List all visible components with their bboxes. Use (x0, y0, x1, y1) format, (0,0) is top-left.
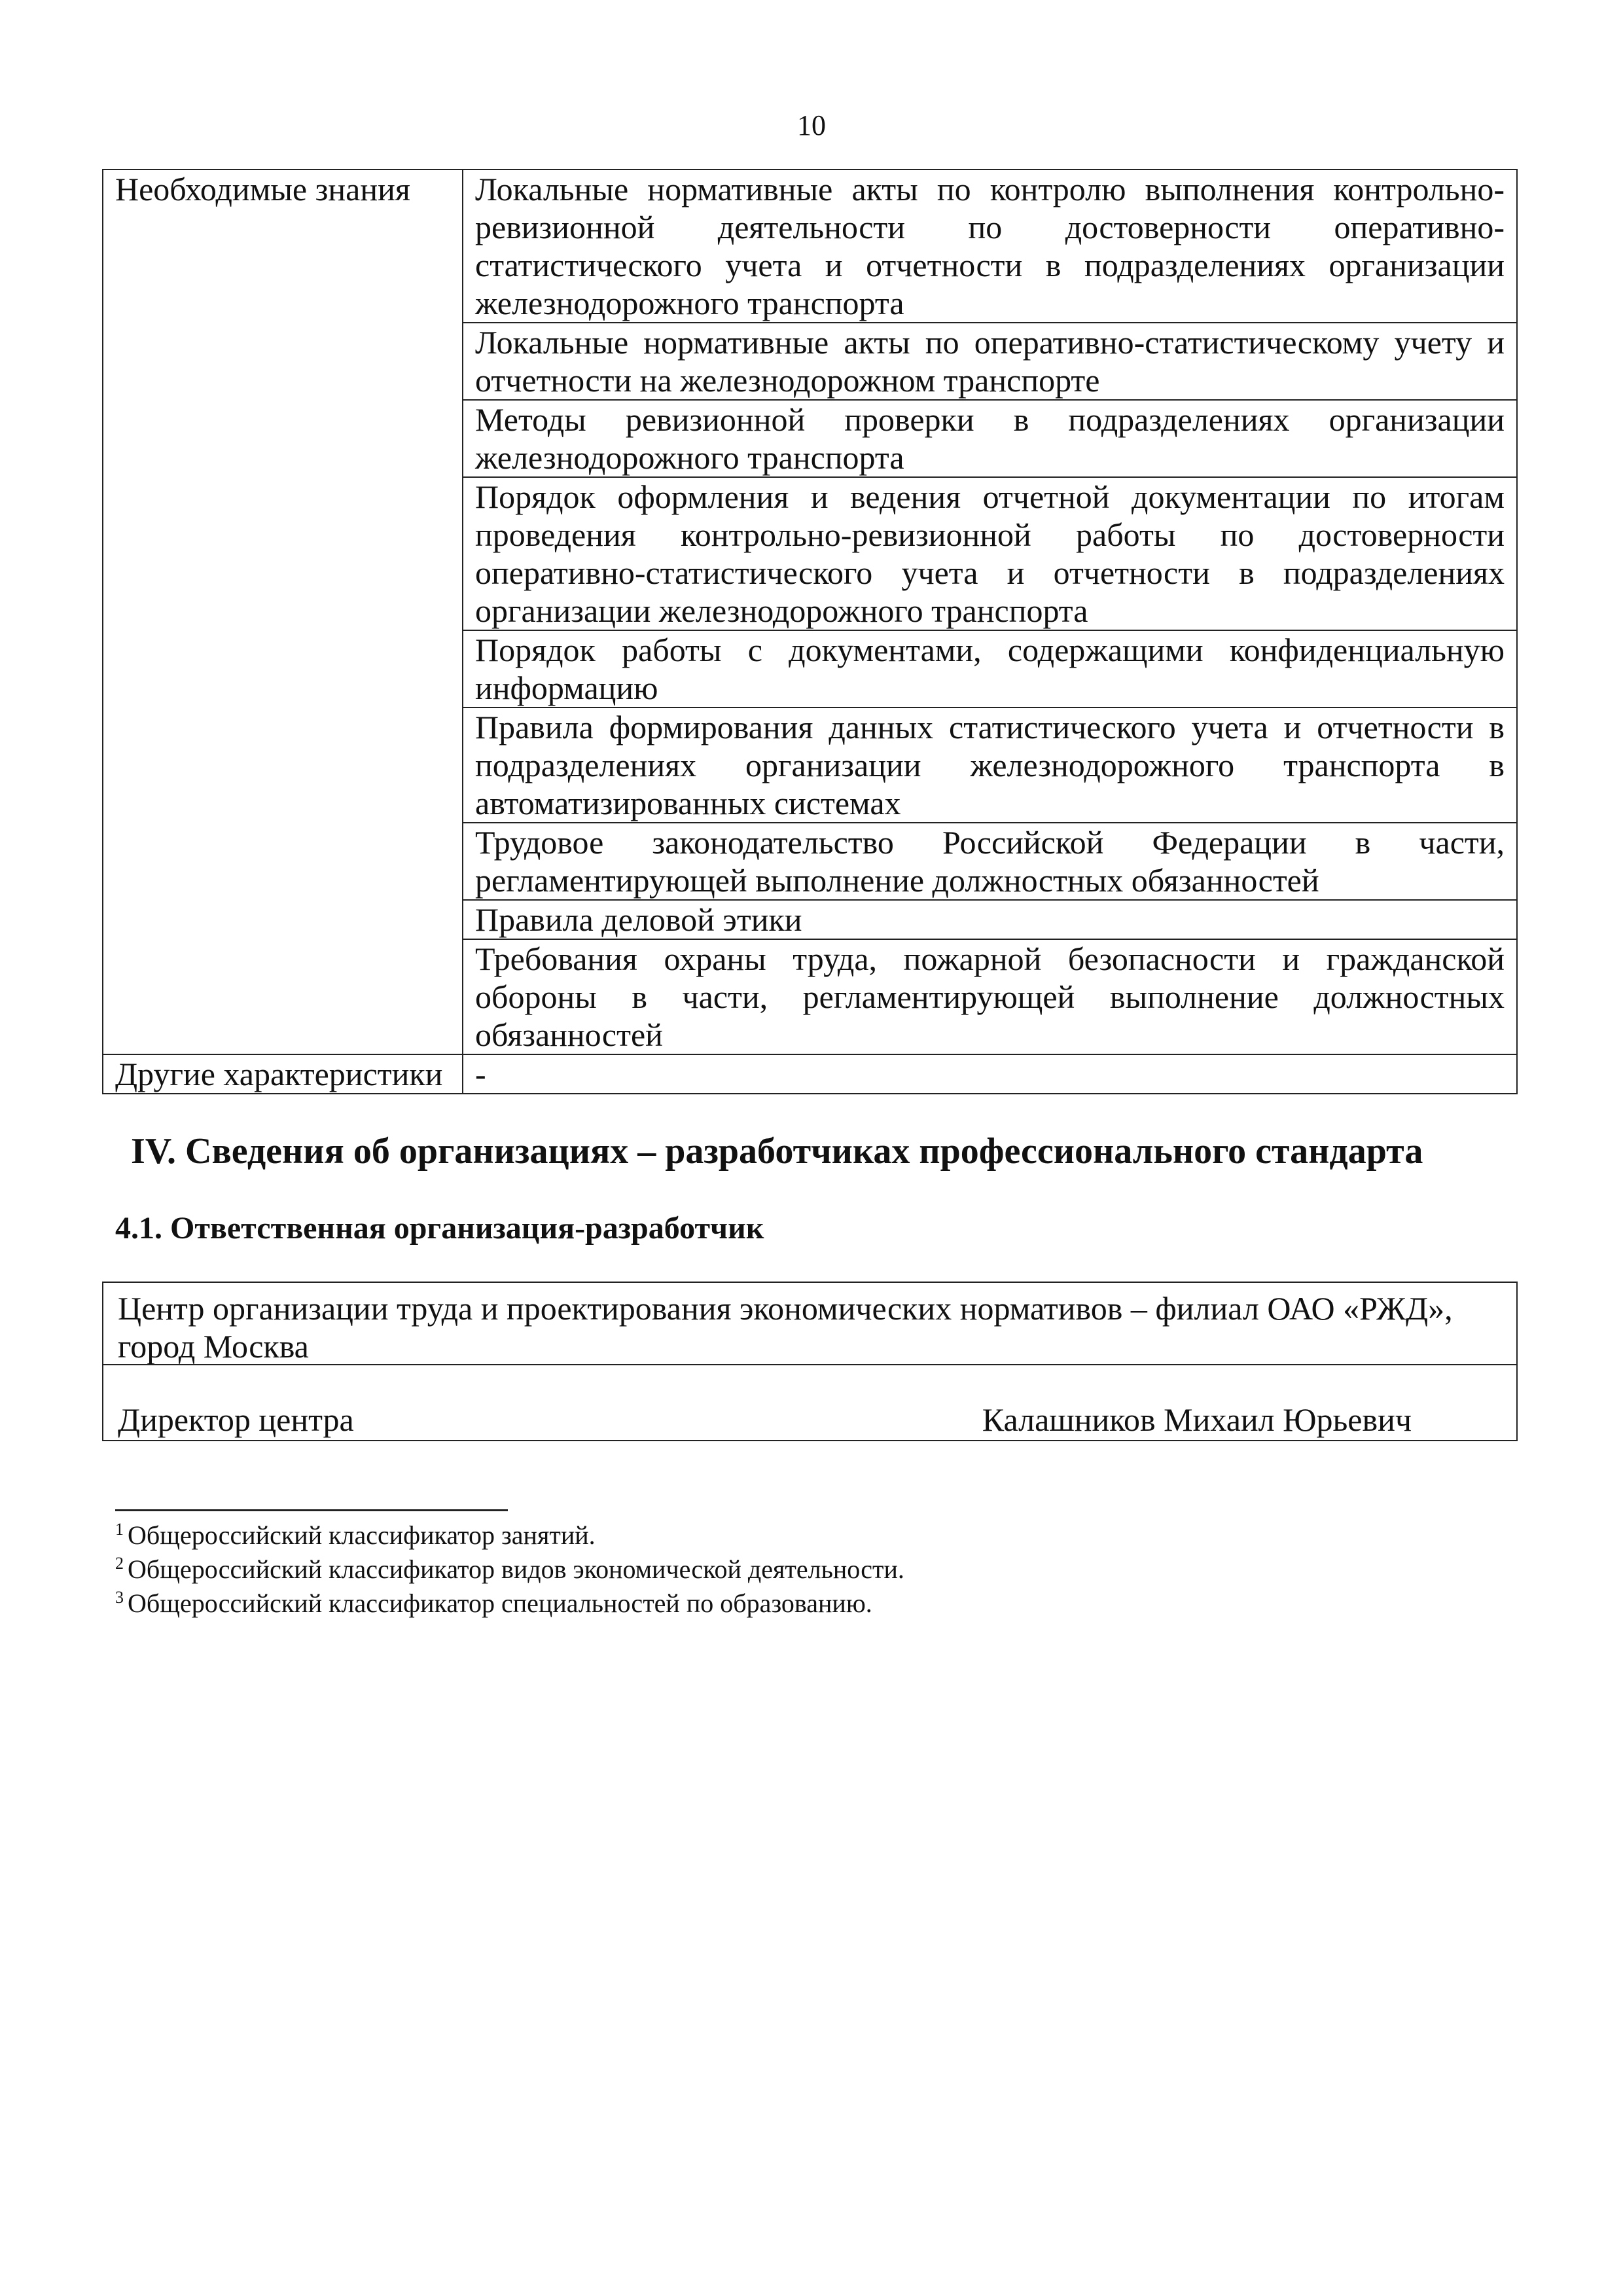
knowledge-item: Порядок работы с документами, содержащими конфиденциальную информацию (463, 630, 1517, 708)
footnote-mark: 3 (115, 1588, 124, 1607)
footnote-3 (115, 1587, 904, 1621)
other-characteristics-label: Другие характеристики (103, 1054, 463, 1094)
section-iv-heading: IV. Сведения об организациях – разработчиках профессионального стандарта (131, 1131, 1423, 1172)
table-row (103, 170, 1517, 323)
knowledge-item: Требования охраны труда, пожарной безопасности и гражданской обороны в части, регламентирующей выполнение должностных обязанностей (463, 939, 1517, 1054)
table-row (103, 1054, 1517, 1094)
knowledge-item: Локальные нормативные акты по оперативно-статистическому учету и отчетности на железнодорожном транспорте (463, 323, 1517, 400)
director-title: Директор центра (118, 1401, 354, 1438)
footnote-text: Общероссийский классификатор специальностей по образованию. (128, 1588, 872, 1618)
footnote-mark: 2 (115, 1554, 124, 1573)
divider (103, 1364, 1516, 1365)
responsible-organization-box (102, 1282, 1518, 1441)
knowledge-item: Правила формирования данных статистического учета и отчетности в подразделениях организации железнодорожного транспорта в автоматизированных системах (463, 708, 1517, 823)
knowledge-item: Правила деловой этики (463, 900, 1517, 939)
footnote-text: Общероссийский классификатор занятий. (128, 1520, 596, 1550)
footnote-text: Общероссийский классификатор видов экономической деятельности. (128, 1554, 904, 1584)
knowledge-item: Порядок оформления и ведения отчетной документации по итогам проведения контрольно-ревизионной работы по достоверности оперативно-статистического учета и отчетности в подразделениях организации железнодорожного транспорта (463, 477, 1517, 630)
footnote-mark: 1 (115, 1520, 124, 1539)
footnote-1 (115, 1518, 904, 1552)
subsection-4-1-heading: 4.1. Ответственная организация-разработчик (115, 1211, 764, 1246)
organization-name: Центр организации труда и проектирования экономических нормативов – филиал ОАО «РЖД», город Москва (118, 1290, 1453, 1365)
page-number: 10 (797, 109, 826, 141)
required-knowledge-table (102, 169, 1518, 1094)
other-characteristics-value: - (463, 1054, 1517, 1094)
footnote-2 (115, 1552, 904, 1587)
knowledge-item: Локальные нормативные акты по контролю выполнения контрольно-ревизионной деятельности по достоверности оперативно-статистического учета и отчетности в подразделениях организации железнодорожного транспорта (463, 170, 1517, 323)
knowledge-item: Трудовое законодательство Российской Федерации в части, регламентирующей выполнение должностных обязанностей (463, 823, 1517, 900)
footnotes (115, 1518, 904, 1621)
footnote-divider (115, 1509, 508, 1511)
required-knowledge-label: Необходимые знания (103, 170, 463, 1054)
director-name: Калашников Михаил Юрьевич (982, 1401, 1412, 1438)
knowledge-item: Методы ревизионной проверки в подразделениях организации железнодорожного транспорта (463, 400, 1517, 477)
